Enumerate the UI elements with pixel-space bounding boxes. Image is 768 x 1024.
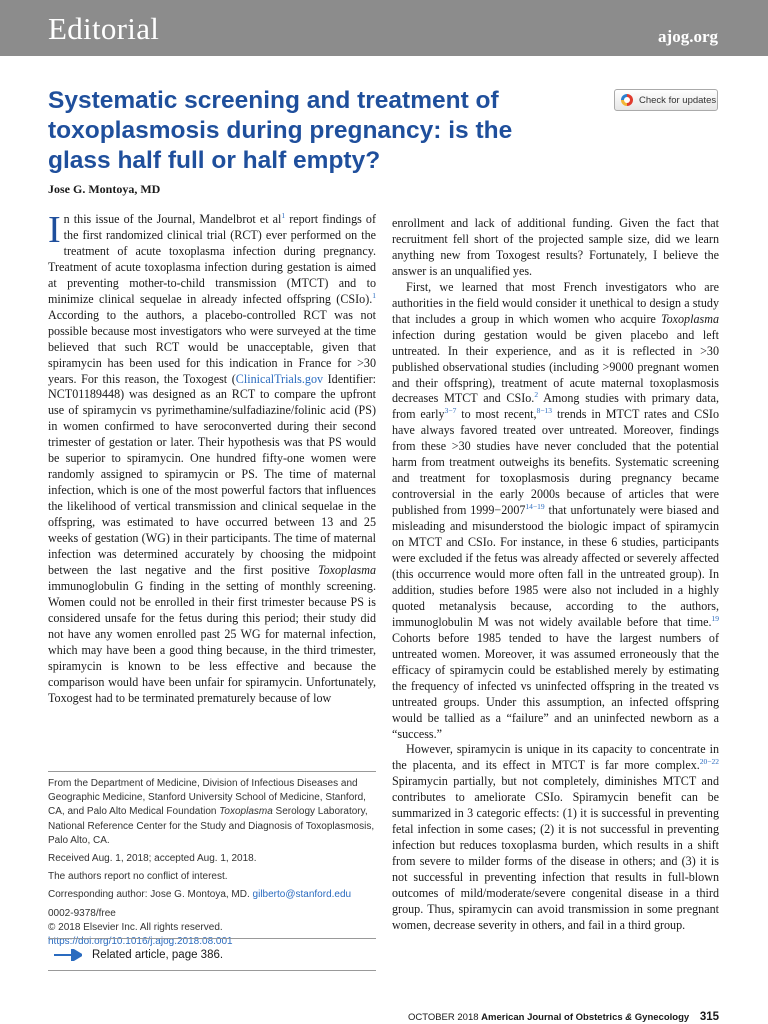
italic-term: Toxoplasma (660, 311, 719, 326)
email-link[interactable]: gilberto@stanford.edu (252, 889, 352, 901)
citation-ref[interactable]: 19 (711, 613, 719, 623)
copyright: © 2018 Elsevier Inc. All rights reserved. (48, 921, 223, 933)
text-run: infection during gestation would be given placebo and left untreated. In their experience, and as it is reflected in >30 published observational studies (including >9000 pregnant women and their offspring), treatment of acute maternal toxoplasmosis decreases MTCT and CSIo. (392, 327, 719, 406)
text-run: Identifier: NCT01189448) was designed as an RCT to compare the upfront use of spiramycin vs pyrimethamine/sulfadiazine/folinic acid (PS) in women confirmed to have seroconverted during their second trimester of gestation or later. Their hypothesis was that PS would be superior to spiramycin. One hundred fifty-one women were randomly assigned to spiramycin or PS. The time of maternal infection, which is one of the most powerful factors that influences the likelihood of vertical transmission and clinical sequelae in the offspring, was estimated to have occurred between 13 and 25 weeks of gestation (WG) in their participants. The time of maternal infection was determined accurately by choosing the midpoint between the last negative and the first positive (48, 371, 377, 577)
body-column-left (48, 209, 377, 707)
article-footnote (48, 771, 376, 949)
text-run: immunoglobulin G finding in the setting of monthly screening. Women could not be enrolled in their first trimester because PS is considered unsafe for the fetus during this period; their study did not have any women enrolled past 25 WG for maternal infection, which may have been a good thing because, in the third trimester, spiramycin is known to be less effective and because the comparison would have been unfair for spiramycin. Unfortunately, Toxogest had to be terminated prematurely because of low (48, 578, 376, 705)
text-run: Cohorts before 1985 tended to have the largest numbers of untreated women. Moreover, it was assumed erroneously that the efficacy of spiramycin could be established merely by estimating the frequency of infected vs uninfected offspring in the treated vs untreated groups. Under this assumption, an infected offspring would be tallied as a “failure” and an uninfected newborn as a “success.” (392, 630, 719, 741)
citation-ref[interactable]: 1 (372, 290, 376, 300)
citation-ref[interactable]: 2 (534, 390, 539, 400)
paragraph (392, 742, 719, 933)
text-run: However, spiramycin is unique in its capacity to concentrate in the placenta, and its effect in MTCT is far more complex. (392, 742, 719, 773)
article-title: Systematic screening and treatment of toxoplasmosis during pregnancy: is the glass half full or half empty? (48, 87, 513, 174)
paragraph: enrollment and lack of additional funding. Given the fact that recruitment fell short of the projected sample size, did we learn anything new from Toxogest results? Fortunately, I believe the answer is an unqualified yes. (392, 216, 719, 278)
text-run: Serology Laboratory, National Reference Center for the Study and Diagnosis of Toxoplasmosis, Palo Alto, CA. (48, 806, 375, 846)
journal-name (481, 1012, 689, 1023)
text-run: report findings of the first randomized clinical trial (RCT) ever performed on the treatment of acute toxoplasma infection during pregnancy. Treatment of acute toxoplasma infection during gestation is aimed at preventing mother-to-child transmission (MTCT) and to minimize clinical sequelae in already infected offspring (CSIo). (48, 212, 377, 306)
crossmark-icon (621, 94, 633, 106)
text-run: that unfortunately were biased and misleading and misunderstood the biologic impact of spiramycin on MTCT and CSIo. For instance, in these 6 studies, participants were excluded if the fetus was already affected or severely affected (this occurrence would more often fall in the untreated group). In addition, studies before 1985 were also not included in a highly quoted metanalysis because, according to the authors, immunoglobulin M was not widely available before that time. (392, 503, 719, 629)
section-label: Editorial (48, 11, 160, 46)
text-run: Gynecology (632, 1012, 690, 1023)
italic-term: Toxoplasma (219, 806, 273, 818)
text-run: Among studies with primary data, from early (392, 391, 720, 422)
author-name: Jose G. Montoya, MD (48, 182, 161, 196)
text-run: From the Department of Medicine, Division of Infectious Diseases and Geographic Medicine, Stanford University School of Medicine, Stanford, CA, and Palo Alto Medical Foundation (48, 778, 366, 818)
text-run: American Journal of Obstetrics (481, 1012, 626, 1023)
paragraph (392, 280, 719, 743)
related-article-label: Related article, page 386. (92, 948, 224, 961)
check-for-updates-button[interactable] (614, 89, 718, 111)
doi-link[interactable]: https://doi.org/10.1016/j.ajog.2018.08.001 (48, 936, 233, 948)
citation-ref[interactable]: 14−19 (525, 502, 545, 512)
citation-ref[interactable]: 8−13 (536, 406, 553, 416)
corresponding-author (48, 888, 376, 902)
text-run: According to the authors, a placebo-controlled RCT was not possible because most investigators who were surveyed at the time believed that such RCT would be unacceptable, given that spiramycin has been used for this indication in France for >30 years. For this reason, the Toxogest ( (48, 307, 376, 386)
clinicaltrials-link[interactable]: ClinicalTrials.gov (235, 371, 324, 386)
page-number: 315 (699, 1011, 719, 1023)
body-column-right (392, 216, 719, 934)
affiliation (48, 777, 376, 848)
italic-term: Toxoplasma (317, 562, 376, 577)
paragraph-intro (48, 209, 377, 707)
arrow-right-icon (54, 949, 82, 961)
text-run: n this issue of the Journal, Mandelbrot et al (63, 212, 282, 226)
drop-cap: I (48, 209, 61, 251)
check-for-updates-label: Check for updates (639, 94, 717, 106)
text-run: to most recent, (456, 407, 537, 422)
conflict-statement: The authors report no conflict of interest. (48, 871, 228, 883)
text-run: First, we learned that most French investigators who are authorities in the field would consider it unethical to design a study that includes a group in which women who acquire (392, 279, 719, 326)
citation-ref[interactable]: 20−22 (699, 757, 719, 767)
issn: 0002-9378/free (48, 907, 116, 919)
journal-header (0, 0, 768, 56)
text-run: Spiramycin partially, but not completely, diminishes MTCT and contributes to ameliorate CSIo. Spiramycin benefit can be summarized in 3 categoric effects: (1) it is successful in preventing fetal infection in some cases; (2) it is not successful in preventing infection but reduces toxoplasma burden, which results in a shift from severe to milder forms of the disease in others; and (3) it is not successful in preventing infection that results in full-blown outcomes of mild/moderate/severe congenital disease in a third group. Thus, spiramycin can avoid transmission in some pregnant women, decrease severity in others, and fail in a third group. (392, 774, 719, 932)
site-link[interactable]: ajog.org (658, 27, 718, 46)
citation-ref[interactable]: 1 (281, 210, 286, 220)
related-article-link[interactable] (48, 938, 376, 971)
text-run: Corresponding author: Jose G. Montoya, MD. (48, 889, 253, 901)
issue-date: OCTOBER 2018 (407, 1012, 479, 1023)
ampersand: & (625, 1012, 633, 1023)
page-footer (392, 1011, 719, 1023)
text-run: trends in MTCT rates and CSIo have always favored treated over untreated. Moreover, findings from these >30 studies have never concluded that the potential harm from treatment outweighs its benefits. Systematic screening and treatment for toxoplasmosis during pregnancy became controversial in the early 2000s because of articles that were published from 1999−2007 (392, 407, 720, 518)
citation-ref[interactable]: 3−7 (444, 406, 457, 416)
received-dates: Received Aug. 1, 2018; accepted Aug. 1, 2018. (48, 853, 257, 865)
